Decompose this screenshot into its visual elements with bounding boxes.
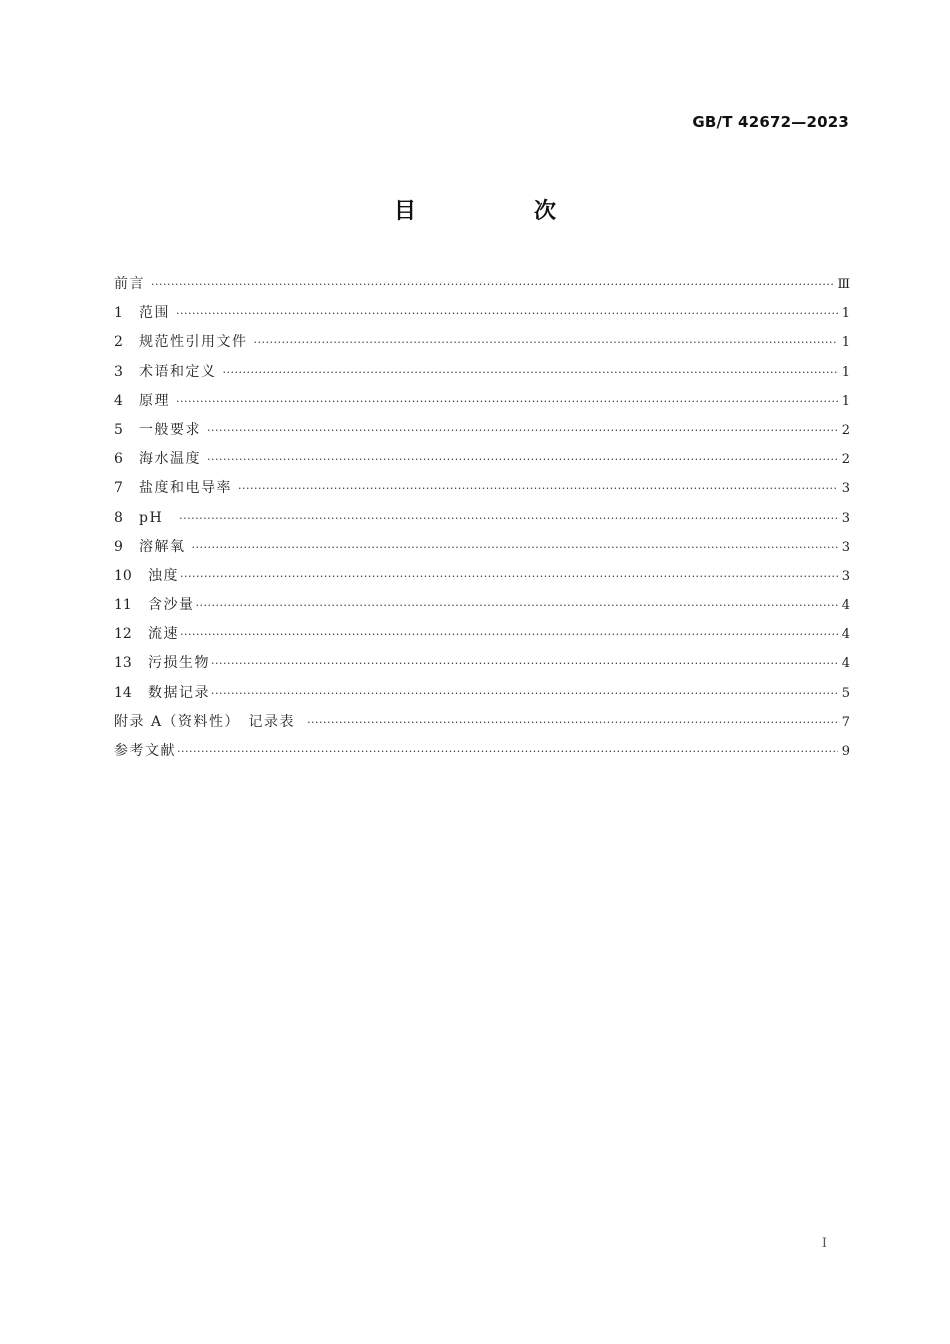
toc-entry-page: 3 xyxy=(841,481,850,497)
toc-entry-page: 1 xyxy=(841,393,850,409)
toc-entry-number: 10 xyxy=(114,567,132,584)
dot-leader xyxy=(207,416,838,445)
toc-entry-label: 流速 xyxy=(148,626,179,643)
toc-entry-5[interactable] xyxy=(114,416,850,445)
toc-entry-page: 9 xyxy=(841,744,850,759)
toc-entry-foreword[interactable] xyxy=(114,270,850,299)
toc-entry-page: 3 xyxy=(841,539,850,555)
toc-entry-label: 数据记录 xyxy=(148,684,210,701)
toc-entry-6[interactable] xyxy=(114,445,850,474)
toc-entry-label: 盐度和电导率 xyxy=(139,480,232,497)
toc-entry-label: 术语和定义 xyxy=(139,363,217,380)
toc-entry-number: 6 xyxy=(114,451,123,468)
toc-entry-number: 14 xyxy=(114,684,132,701)
toc-entry-label: 范围 xyxy=(139,305,170,322)
dot-leader xyxy=(180,562,838,591)
dot-leader xyxy=(151,270,833,299)
table-of-contents xyxy=(114,270,850,766)
page-number: I xyxy=(821,1236,827,1251)
toc-entry-page: 4 xyxy=(841,627,850,643)
toc-entry-7[interactable] xyxy=(114,474,850,503)
dot-leader xyxy=(238,474,838,503)
toc-entry-label: 一般要求 xyxy=(139,421,201,438)
toc-entry-1[interactable] xyxy=(114,299,850,328)
toc-entry-number: 13 xyxy=(114,655,132,672)
toc-entry-page: 1 xyxy=(841,335,850,351)
page-title: 目 次 xyxy=(393,199,604,224)
toc-entry-13[interactable] xyxy=(114,649,850,678)
toc-entry-page: Ⅲ xyxy=(837,277,850,292)
toc-entry-number: 5 xyxy=(114,421,123,438)
toc-entry-label: 附录 A（资料性） 记录表 xyxy=(114,713,296,730)
toc-entry-label: 参考文献 xyxy=(114,743,176,759)
dot-leader xyxy=(223,358,838,387)
toc-entry-9[interactable] xyxy=(114,533,850,562)
toc-entry-page: 3 xyxy=(841,510,850,526)
toc-entry-number: 2 xyxy=(114,334,123,351)
toc-entry-appendix-a[interactable] xyxy=(114,708,850,737)
toc-entry-label: 含沙量 xyxy=(148,597,195,614)
toc-entry-number: 4 xyxy=(114,392,123,409)
dot-leader xyxy=(254,328,838,357)
toc-entry-label: 浊度 xyxy=(148,567,179,584)
toc-entry-3[interactable] xyxy=(114,358,850,387)
toc-entry-10[interactable] xyxy=(114,562,850,591)
toc-entry-number: 7 xyxy=(114,480,123,497)
dot-leader xyxy=(196,591,838,620)
toc-entry-page: 5 xyxy=(841,685,850,701)
dot-leader xyxy=(180,620,838,649)
toc-entry-4[interactable] xyxy=(114,387,850,416)
toc-entry-page: 3 xyxy=(841,568,850,584)
toc-entry-number: 3 xyxy=(114,363,123,380)
toc-entry-number: 1 xyxy=(114,305,123,322)
dot-leader xyxy=(211,679,838,708)
toc-entry-label: pH xyxy=(139,509,164,526)
toc-entry-number: 8 xyxy=(114,509,123,526)
dot-leader xyxy=(211,649,838,678)
toc-entry-14[interactable] xyxy=(114,679,850,708)
standard-number: GB/T 42672—2023 xyxy=(692,113,849,131)
toc-entry-label: 污损生物 xyxy=(148,655,210,672)
toc-entry-number: 12 xyxy=(114,626,132,643)
toc-entry-page: 4 xyxy=(841,598,850,614)
dot-leader xyxy=(179,504,838,533)
toc-entry-label: 规范性引用文件 xyxy=(139,334,248,351)
toc-entry-page: 2 xyxy=(841,452,850,468)
toc-entry-number: 9 xyxy=(114,538,123,555)
dot-leader xyxy=(177,737,838,766)
toc-entry-label: 原理 xyxy=(139,392,170,409)
dot-leader xyxy=(176,387,838,416)
toc-entry-page: 1 xyxy=(841,306,850,322)
toc-entry-label: 溶解氧 xyxy=(139,538,186,555)
toc-entry-page: 1 xyxy=(841,364,850,380)
toc-entry-number: 11 xyxy=(114,597,132,614)
dot-leader xyxy=(176,299,838,328)
toc-entry-8[interactable] xyxy=(114,504,850,533)
dot-leader xyxy=(207,445,838,474)
toc-entry-page: 2 xyxy=(841,422,850,438)
toc-entry-12[interactable] xyxy=(114,620,850,649)
toc-entry-11[interactable] xyxy=(114,591,850,620)
toc-entry-references[interactable] xyxy=(114,737,850,766)
toc-entry-2[interactable] xyxy=(114,328,850,357)
toc-entry-page: 4 xyxy=(841,656,850,672)
toc-entry-label: 前言 xyxy=(114,276,145,292)
toc-entry-label: 海水温度 xyxy=(139,451,201,468)
toc-entry-page: 7 xyxy=(841,714,850,730)
dot-leader xyxy=(192,533,838,562)
dot-leader xyxy=(307,708,838,737)
